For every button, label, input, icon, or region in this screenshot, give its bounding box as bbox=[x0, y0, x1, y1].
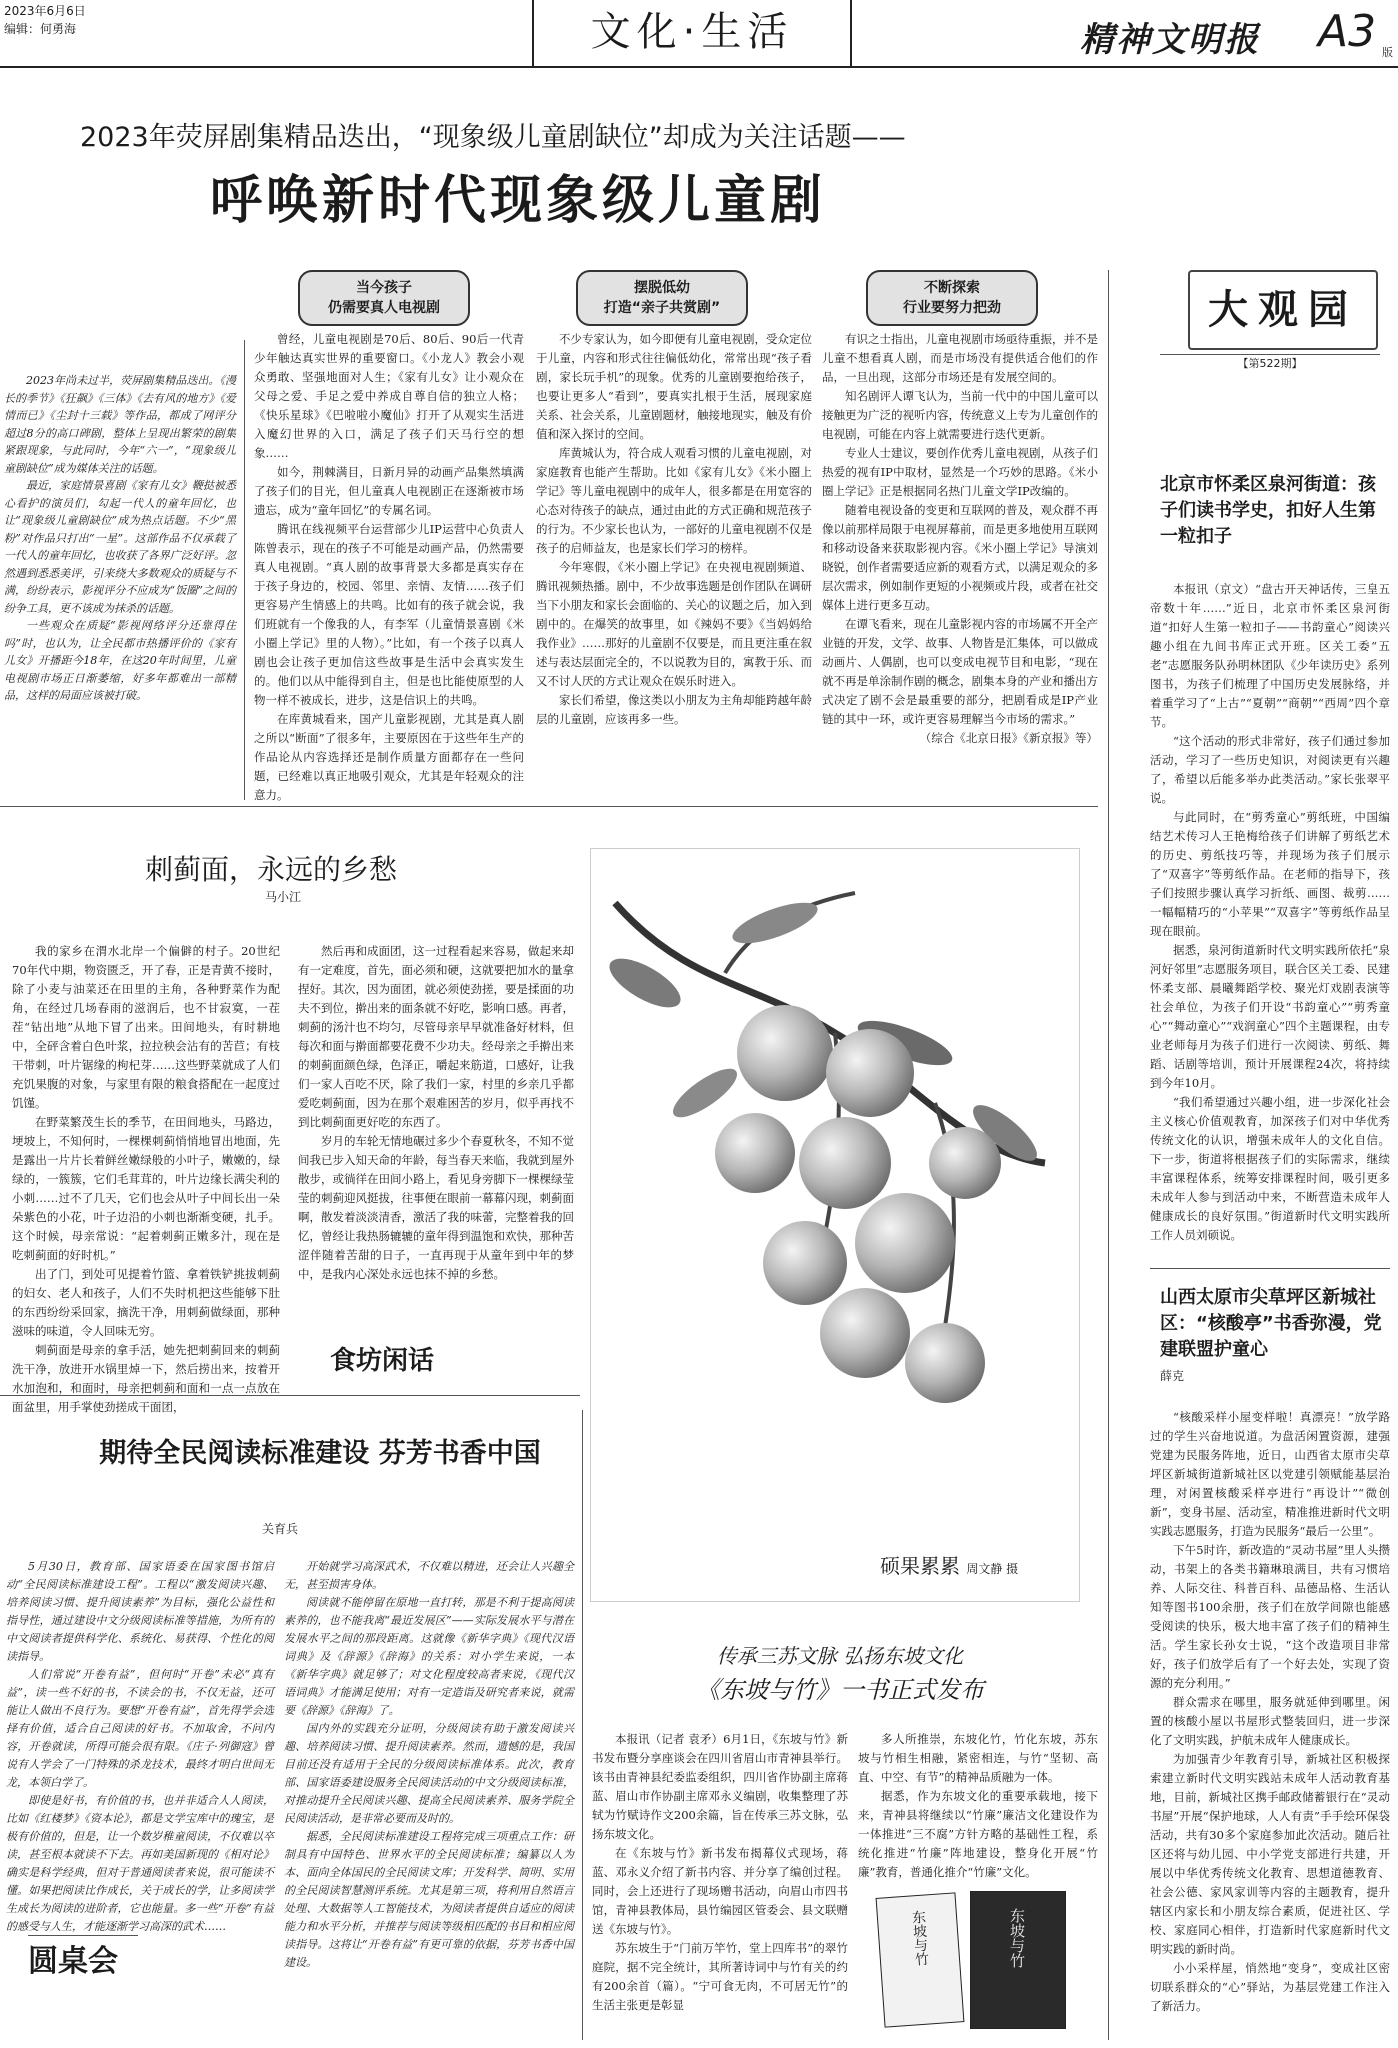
dongpo-subtitle: 传承三苏文脉 弘扬东坡文化 bbox=[716, 1644, 964, 1668]
header-date-editor bbox=[4, 2, 86, 38]
daguanyuan-story1-title: 北京市怀柔区泉河街道：孩子们读书学史，扣好人生第一粒扣子 bbox=[1160, 474, 1376, 547]
reading-column-1: 5月30日，教育部、国家语委在国家图书馆启动“全民阅读标准建设工程”。工程以“激发阅读兴趣、培养阅读习惯、提升阅读素养”为目标，强化公益性和指导性，通过建设中文分级阅读标准等措施，为所有的中文阅读者提供科学化、系统化、易获得、个性化的阅读指导。 人们常说“开卷有益”，但何时“开卷”未必“真有益”，读一些不好的书，不读会的书，不仅无益，还可能让人做出不良行为。要想“开卷有益”，首先得学会选择有价值，适合自己阅读的好书。不加取舍，不问内容，开卷就读，所得可能会很有限。《庄子·列御寇》曾说有人学会了一门特殊的杀龙技术，最终才明白世间无龙，本领白学了。 即使是好书，有价值的书，也并非适合人人阅读，比如《红楼梦》《资本论》，都是文学宝库中的瑰宝，是极有价值的，但是，让一个数岁稚童阅读，不仅难以卒读，甚至根本就读不下去。再如美国新现的《相对论》确实是科学经典，但对于普通阅读者来说，很可能读不懂。如果把阅读比作成长，关于成长的学，让多阅读学生成长为阅读的进阶者，它也能量。多一些“开卷”有益的感受与人生，才能逐渐学习高深的武术…… bbox=[6, 1560, 274, 1933]
book-cover-light: 东坡与竹 bbox=[876, 1892, 965, 2027]
essay-title: 刺蓟面，永远的乡愁 bbox=[145, 853, 398, 886]
issue-date: 2023年6月6日 bbox=[4, 4, 86, 18]
daguanyuan-logo: 大观园 bbox=[1188, 270, 1378, 350]
reading-title: 期待全民阅读标准建设 芬芳书香中国 bbox=[99, 1438, 541, 1469]
lead-column-2: 不少专家认为，如今即便有儿童电视剧，受众定位于儿童，内容和形式往往偏低幼化，常常出现“孩子看剧，家长玩手机”的现象。优秀的儿童剧要抱给孩子，也要让更多人“看到”，要真实扎根于生活，展现家庭关系、社会关系，儿童剧题材，触接地现实，触及有价值和深入探讨的空间。 库黄城认为，符合成人观看习惯的儿童电视剧，对家庭教育也能产生帮助。比如《家有儿女》《米小圈上学记》等儿童电视剧中的成年人，很多都是在用宽容的心态对待孩子的缺点，通过由此的方式正确和规范孩子的行为。不少家长也认为，一部好的儿童电视剧不仅是孩子的启师益友，也是家长们学习的榜样。 今年寒假，《米小圈上学记》在央视电视剧频道、腾讯视频热播。剧中，不少故事选题是创作团队在调研当下小朋友和家长会面临的、关心的议题之后，加入到剧中的。在爆笑的故事里，如《辣妈不要》《当妈妈给我作业》……那好的儿童剧不仅要是，而且更注重在叙述与表达层面完全的，不以说教为目的，寓教于乐、而又不讨人厌的方式让观众在娱乐时进入。 家长们希望，像这类以小朋友为主角却能跨越年龄层的儿童剧，应该再多一些。 bbox=[536, 332, 812, 726]
reading-column-2: 开始就学习高深武术，不仅难以精进，还会让人兴趣全无，甚至损害身体。 阅读就不能停留在原地一直打转，那是不利于提高阅读素养的，也不能我离“最近发展区”——实际发展水平与潜在发展水平之间的那段距离。这就像《新华字典》《现代汉语词典》及《辞源》《辞海》的关系：对小学生来说，一本《新华字典》就足够了；对文化程度较高者来说，《现代汉语词典》才能满足使用；对有一定造诣及研究者来说，就需要《辞源》《辞海》了。 国内外的实践充分证明，分级阅读有助于激发阅读兴趣、培养阅读习惯、提升阅读素养。然而，遗憾的是，我国目前还没有适用于全民的分级阅读标准体系。此次，教育部、国家语委建设服务全民阅读活动的中文分级阅读标准，对推动提升全民阅读兴趣、提高全民阅读素养、服务学院全民阅读活动，是非常必要而及时的。 据悉，全民阅读标准建设工程将完成三项重点工作：研制具有中国特色、世界水平的全民阅读标准；编纂以人为本、面向全体国民的全民阅读文库；开发科学、简明、实用的全民阅读智慧测评系统。尤其是第三项，将利用自然语言处理、大数据等人工智能技术，为阅读者提供自适应的阅读能力和水平分析，并推荐与阅读等级相匹配的书目和相应阅读指导。这将让“开卷有益”有更可靠的依据，芬芳书香中国建设。 bbox=[284, 1560, 574, 1969]
essay-column-2: 然后再和成面团，这一过程看起来容易，做起来却有一定难度，首先，面必须和硬，这就要把加水的量拿捏好。其次，因为面团，就必须使劲搓，要是揉面的功夫不到位，擀出来的面条就不好吃，影响口感。再者，刺蓟的汤汁也不均匀，尽管母亲早早就准备好材料，但每次和面与擀面都要花费不少功夫。经母亲之手擀出来的刺蓟面颜色绿，色泽正，嚼起来筋道，口感好，让我们一家人百吃不厌，除了我们一家，村里的乡亲几乎都爱吃刺蓟面，因为在那个艰难困苦的岁月，似乎再找不到比刺蓟面更好吃的东西了。 岁月的车轮无情地碾过多少个春夏秋冬，不知不觉间我已步入知天命的年龄，每当春天来临，我就到屋外散步，或徜徉在田间小路上，看见身旁脚下一棵棵绿莹莹的刺蓟迎风挺拔，往事便在眼前一幕幕闪现，刺蓟面啊，散发着淡淡清香，激活了我的味蕾，完整着我的回忆，曾经让我热肠辘辘的童年得到温饱和欢快，那种苦涩伴随着苦甜的日子，一直再现于从童年到中年的梦中，是我内心深处永远也抹不掉的乡愁。 bbox=[298, 944, 574, 1281]
dongpo-title: 《东坡与竹》一书正式发布 bbox=[696, 1676, 984, 1704]
book-cover-dark: 东坡与竹 bbox=[970, 1891, 1066, 2029]
page-number: A3 bbox=[1318, 6, 1377, 57]
newspaper-name: 精神文明报 bbox=[1080, 20, 1260, 60]
header-rule bbox=[0, 66, 1398, 68]
daguanyuan-story2-author: 薛克 bbox=[1160, 1369, 1185, 1383]
reading-author: 关育兵 bbox=[262, 1522, 299, 1536]
lead-badge-2: 摆脱低幼 打造“亲子共赏剧” bbox=[576, 270, 748, 326]
dongpo-column-1: 本报讯（记者 袁矛）6月1日，《东坡与竹》新书发布暨分享座谈会在四川省眉山市青神县举行。该书由青神县纪委监委组织，四川省作协副主席蒋蓝、眉山市作协副主席邓永义编剧，收集整理了苏轼为竹赋诗作文200余篇，旨在传承三苏文脉，弘扬东坡文化。 在《东坡与竹》新书发布揭幕仪式现场，蒋蓝、邓永义介绍了新书内容、并分享了编创过程。同时，会上还进行了现场赠书活动，向眉山市四书馆，青神县教体局，县竹编园区管委会、县文联赠送《东坡与竹》。 苏东坡生于“门前万竿竹，堂上四库书”的翠竹庭院，据不完全统计，其所著诗词中与竹有关的约有200余首（篇）。“宁可食无肉，不可居无竹”的生活主张更是彰显 bbox=[592, 1732, 848, 2012]
reading-column-tag: 圆桌会 bbox=[28, 1935, 138, 2035]
daguanyuan-issue: 【第522期】 bbox=[1160, 354, 1380, 371]
photo-caption: 硕果累累 周文静 摄 bbox=[880, 1554, 1019, 1578]
section-title: 文化·生活 bbox=[532, 0, 852, 66]
lead-column-3: 有识之士指出，儿童电视剧市场亟待重振，并不是儿童不想看真人剧，而是市场没有提供适合他们的作品，一旦出现，这部分市场还是有发展空间的。 知名剧评人谭飞认为，当前一代中的中国儿童可以接触更为广泛的视听内容，传统意义上专为儿童创作的电视剧，可能在内容上就需要进行迭代更新。 专业人士建议，要创作优秀儿童电视剧，从孩子们热爱的视有IP中取材，显然是一个巧妙的思路。《米小圈上学记》正是根据同名热门儿童文学IP改编的。 随着电视设备的变更和互联网的普及，观众群不再像以前那样局限于电视屏幕前，而是更多地使用互联网和移动设备来获取影视内容。《米小圈上学记》导演刘晓锐，创作者需要适应新的观看方式，以满足观众的多层次需求，例如制作更短的小视频或片段，或者在社交媒体上进行更多互动。 在谭飞看来，现在儿童影视内容的市场属不开全产业链的开发，文学、故事、人物皆是汇集体，可以做成动画片、人偶剧，也可以变成电视节目和电影，“现在就不再是单涂制作剧的概念，剧集本身的产业和播出方式决定了剧不会是最重要的部分，把剧看成是IP产业链的其中一环，或许更容易理解当今市场的需求。” （综合《北京日报》《新京报》等） bbox=[822, 332, 1098, 745]
lead-subtitle: 2023年荧屏剧集精品迭出，“现象级儿童剧缺位”却成为关注话题—— bbox=[80, 122, 906, 153]
essay-column-tag: 食坊闲话 bbox=[330, 1346, 435, 1376]
editor-credit: 编辑：何勇海 bbox=[4, 22, 77, 36]
essay-column-1: 我的家乡在渭水北岸一个偏僻的村子。20世纪70年代中期，物资匮乏，开了春，正是青黄不接时，除了小麦与油菜还在田里的主角，各种野菜作为配角，在经过几场春雨的滋润后，也不甘寂寞，一茬茬“钻出地”从地下冒了出来。田间地头，有时耕地中，全砰含着白色叶浆，拉拉秧会沾有的苦苣；有枝干带刺，叶片锯缘的枸杞芽……这些野菜就成了人们充饥果腹的对象，与家里有限的粮食搭配在一起度过饥馑。 在野菜繁茂生长的季节，在田间地头，马路边，埂坡上，不知何时，一棵棵刺蓟悄悄地冒出地面，先是露出一片片长着鲜丝嫩绿般的小叶子，嫩嫩的，绿绿的，一簇簇，它们毛茸茸的，叶片边缘长满尖利的小刺……过不了几天，它们也会从叶子中间长出一朵朵紫色的小花，叶子边沿的小刺也渐渐变硬，扎手。这个时候，母亲常说：“起着刺蓟正嫩多汁，现在是吃刺蓟面的好时机。” 出了门，到处可见提着竹篮、拿着铁铲挑拔刺蓟的妇女、老人和孩子，人们不失时机把这些能够下肚的东西纷纷采回家，摘洗干净，用刺蓟做绿面，那种滋味的味道，令人回味无穷。 刺蓟面是母亲的拿手活，她先把刺蓟回来的刺蓟洗干净，放进开水锅里焯一下，然后捞出来，按着开水加泡和，和面时，母亲把刺蓟和面和一点一点放在面盆里，用手掌使劲搓成干面团， bbox=[12, 944, 280, 1414]
lead-badge-1: 当今孩子 仍需要真人电视剧 bbox=[298, 270, 470, 326]
lead-badge-3: 不断探索 行业要努力把劲 bbox=[866, 270, 1038, 326]
essay-author: 马小江 bbox=[265, 890, 302, 904]
dongpo-column-2: 多人所推崇，东坡化竹，竹化东坡，苏东坡与竹相生相融，紧密相连，与竹“坚韧、高直、中空、有节”的精神品质融为一体。 据悉，作为东坡文化的重要承载地，接下来，青神县将继续以“竹廉”廉洁文化建设作为一体推进“三不腐”方针方略的基础性工程，系统化推进“竹廉”阵地建设，整身化开展“竹廉”教育，普通化推介“竹廉”文化。 bbox=[858, 1732, 1098, 1879]
persimmon-photo bbox=[605, 863, 1065, 1543]
dongpo-book-photo bbox=[870, 1885, 1090, 2035]
page-ban-label: 版 bbox=[1382, 46, 1393, 59]
daguanyuan-story2-body: “核酸采样小屋变样啦！真漂亮！”放学路过的学生兴奋地说道。为盘活闲置资源，建强党建为民服务阵地，近日，山西省太原市尖草坪区新城街道新城社区以党建引领赋能基层治理，对闲置核酸采样亭进行“再设计”“微创新”，变身书屋、活动室，精准推进新时代文明实践志愿服务，打造为民服务“最后一公里”。 下午5时许，新改造的“灵动书屋”里人头攒动，书架上的各类书籍琳琅满目，共有习惯培养、人际交往、科普百科、品德品格、生活认知等图书100余册，孩子们在放学间隙也能感受阅读的快乐，极大地丰富了孩子们的精神生活。学生家长孙女士说，“这个改造项目非常好，孩子们放学后有了一个好去处，实现了资源的充分利用。” 群众需求在哪里，服务就延伸到哪里。闲置的核酸小屋以书屋形式整装回归，进一步深化了文明实践，护航未成年人健康成长。 为加强青少年教育引导，新城社区积极探索建立新时代文明实践站未成年人活动教育基地，目前，新城社区携手邮政储蓄银行在“灵动书屋”开展“保护地球，人人有责”手手绘环保袋活动，共有30多个家庭参加此次活动。随后社区还将与幼儿园、中小学党支部进行共建，开展以中华优秀传统文化教育、思想道德教育、社会公德、家风家训等内容的主题教育，提升辖区内家长和小朋友综合素质，促进社区、学校、家庭同心相伴，打造新时代家庭新时代文明实践的新时尚。 小小采样屋，悄然地“变身”，变成社区密切联系群众的“心”驿站，为基层党建工作注入了新活力。 bbox=[1150, 1410, 1390, 2013]
daguanyuan-story2-title: 山西太原市尖草坪区新城社区：“核酸亭”书香弥漫，党建联盟护童心 bbox=[1160, 1287, 1382, 1360]
photo-frame bbox=[590, 848, 1080, 1602]
daguanyuan-story1-body: 本报讯（京文）“盘古开天神话传，三皇五帝数十年……”近日，北京市怀柔区泉河街道“扣好人生第一粒扣子——书韵童心”阅读兴趣小组在九间书库正式开班。区关工委“五老”志愿服务队孙明林团队《少年读历史》系列图书，为孩子们梳理了中国历史发展脉络，并着重学习了“上古”“夏朝”“商朝”“西周”四个章节。 “这个活动的形式非常好，孩子们通过参加活动，学习了一些历史知识，对阅读更有兴趣了，希望以后能多举办此类活动。”家长张翠平说。 与此同时，在“剪秀童心”剪纸班，中国编结艺术传习人王艳梅给孩子们讲解了剪纸艺术的历史、剪纸技巧等，并现场为孩子们展示了“双喜字”等剪纸作品。在老师的指导下，孩子们按照步骤认真学习折纸、画图、裁剪……一幅幅精巧的“小苹果”“双喜字”等剪纸作品呈现在眼前。 据悉，泉河街道新时代文明实践所依托“泉河好邻里”志愿服务项目，联合区关工委、民建怀柔支部、晨曦舞蹈学校、聚光灯戏剧表演等社会单位，为孩子们开设“书韵童心”“剪秀童心”“舞动童心”“戏润童心”四个主题课程，由专业老师每月为孩子们进行一次阅读、剪纸、舞蹈、话剧等培训，预计开展课程24次，将持续到今年10月。 “我们希望通过兴趣小组，进一步深化社会主义核心价值观教育，加深孩子们对中华优秀传统文化的认识，增强未成年人的文化自信。下一步，街道将根据孩子们的实际需求，继续丰富课程体系，统筹安排课程时间，吸引更多未成年人参与到活动中来，不断营造未成年人健康成长的良好氛围。”街道新时代文明实践所工作人员刘硕说。 bbox=[1150, 582, 1390, 1242]
lead-title: 呼唤新时代现象级儿童剧 bbox=[210, 171, 827, 231]
lead-intro: 2023年尚未过半，荧屏剧集精品迭出。《漫长的季节》《狂飙》《三体》《去有风的地方》《爱情而已》《尘封十三载》等作品，都成了网评分超过8分的高口碑剧，整体上呈现出繁荣的剧集紧跟现象，与此同时，今年“六一”，“现象级儿童剧缺位”成为媒体关注的话题。 最近，家庭情景喜剧《家有儿女》鞭挞被悉心看护的演员们，勾起一代人的童年回忆，也让“现象级儿童剧缺位”成为热点话题。不少“黑粉”对作品只打出“一星”。这部作品不仅承载了一代人的童年回忆，也收获了各界广泛好评。忽然遇到悉悉美评，引来绕大多数观众的质疑与不满，纷纷表示，影视评分不应成为“饭圈”之间的纷争工具，更不该成为抹杀的话题。 一些观众在质疑“影视网络评分还靠得住吗”时，也认为，让全民都市热播评价的《家有儿女》开播距今18年，在这20年时间里，儿童电视剧市场正日渐萎缩，好多年都难出一部精品，这样的局面应该被打破。 bbox=[4, 374, 236, 702]
lead-column-1: 曾经，儿童电视剧是70后、80后、90后一代青少年触达真实世界的重要窗口。《小龙人》教会小观众勇敢、坚强地面对人生；《家有儿女》让小观众在父母之爱、手足之爱中养成自尊自信的独立人格；《快乐星球》《巴啦啦小魔仙》打开了从观实生活进入魔幻世界的入口，满足了孩子们天马行空的想象…… 如今，荆棘满目，日新月异的动画产品集然填满了孩子们的目光，但儿童真人电视剧正在逐渐被市场遗忘，成为“童年回忆”的专属名词。 腾讯在线视频平台运营部少儿IP运营中心负责人陈曾表示，现在的孩子不可能是动画产品，仍然需要真人电视剧。“真人剧的故事背景大多都是真实存在于孩子身边的，校园、邻里、亲情、友情……孩子们更容易产生情感上的共鸣。比如有的孩子就会说，我们班就有一个像我的人，有李军（儿童情景喜剧《米小圈上学记》里的人物）。”比如，有一个孩子以真人剧也会让孩子更加信这些故事是生活中会真实发生的。他们以从中能得到自主，但是也比能使原型的人物一样不被成长，进步，这是信识上的共鸣。 在库黄城看来，国产儿童影视剧，尤其是真人剧之所以“断面”了很多年，主要原因在于这些年生产的作品论从内容选择还是制作质量方面都存在一些问题，已经难以真正地吸引观众，尤其是年轻观众的注意力。 bbox=[254, 332, 524, 802]
